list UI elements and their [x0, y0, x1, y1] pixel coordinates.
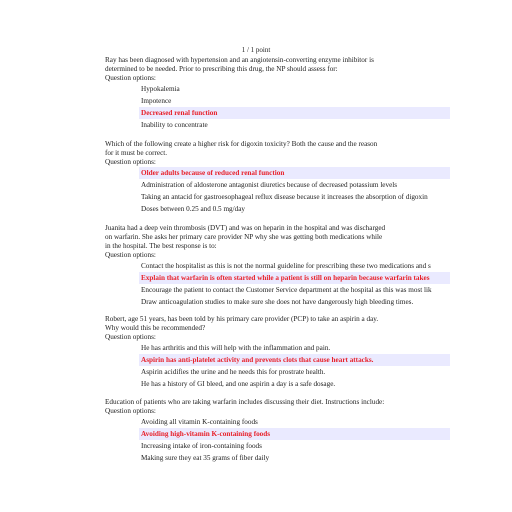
option-item: Administration of aldosterone antagonist diuretics because of decreased potassium levels [141, 181, 398, 189]
option-list [105, 83, 450, 131]
question-block [105, 315, 450, 390]
options-label: Question options: [105, 251, 156, 259]
option-item: Doses between 0.25 and 0.5 mg/day [141, 205, 245, 213]
option-item: He has arthritis and this will help with the inflammation and pain. [141, 344, 331, 352]
question-stem: Which of the following create a higher risk for digoxin toxicity? Both the cause and the reason for it must be correct. [105, 140, 378, 157]
question-stem: Robert, age 51 years, has been told by his primary care provider (PCP) to take an aspirin a day. Why would this be recommended? [105, 315, 379, 332]
options-label: Question options: [105, 333, 156, 341]
option-item-correct: Avoiding high-vitamin K-containing foods [139, 428, 450, 440]
options-label: Question options: [105, 74, 156, 82]
option-item-correct: Older adults because of reduced renal function [139, 167, 450, 179]
option-item: Making sure they eat 35 grams of fiber daily [141, 454, 270, 462]
options-label: Question options: [105, 407, 156, 415]
option-list [105, 416, 450, 464]
option-item: Draw anticoagulation studies to make sure she does not have dangerously high bleeding times. [141, 298, 414, 306]
option-item-correct: Decreased renal function [139, 107, 450, 119]
option-item: He has a history of GI bleed, and one aspirin a day is a safe dosage. [141, 380, 336, 388]
option-item: Inability to concentrate [141, 121, 208, 129]
option-item: Encourage the patient to contact the Customer Service department at the hospital as this was most lik [141, 286, 432, 294]
question-stem: Juanita had a deep vein thrombosis (DVT) and was on heparin in the hospital and was discharged on warfarin. She asks her primary care provider NP why she was getting both medications while in the hospital. The best response is to: [105, 224, 386, 250]
option-list [105, 167, 450, 215]
question-stem: Ray has been diagnosed with hypertension and an angiotensin-converting enzyme inhibitor is determined to be needed. Prior to prescribing this drug, the NP should assess for: [105, 56, 374, 73]
option-item: Impotence [141, 97, 172, 105]
option-item-correct: Aspirin has anti-platelet activity and prevents clots that cause heart attacks. [139, 354, 450, 366]
option-item: Increasing intake of iron-containing foods [141, 442, 262, 450]
option-item: Contact the hospitalist as this is not the normal guideline for prescribing these two medications and s [141, 262, 431, 270]
option-item-correct: Explain that warfarin is often started while a patient is still on heparin because warfarin takes [139, 272, 450, 284]
question-block [105, 398, 450, 464]
options-label: Question options: [105, 158, 156, 166]
option-list [105, 342, 450, 390]
option-item: Taking an antacid for gastroesophageal reflux disease because it increases the absorption of digoxin [141, 193, 428, 201]
option-item: Aspirin acidifies the urine and he needs this for prostrate health. [141, 368, 326, 376]
question-block [105, 140, 450, 215]
score-text: 1 / 1 point [241, 46, 271, 54]
question-block [105, 56, 450, 131]
question-block [105, 224, 450, 308]
question-stem: Education of patients who are taking warfarin includes discussing their diet. Instructions include: [105, 398, 385, 406]
option-item: Hypokalemia [141, 85, 180, 93]
option-list [105, 260, 450, 308]
option-item: Avoiding all vitamin K-containing foods [141, 418, 258, 426]
